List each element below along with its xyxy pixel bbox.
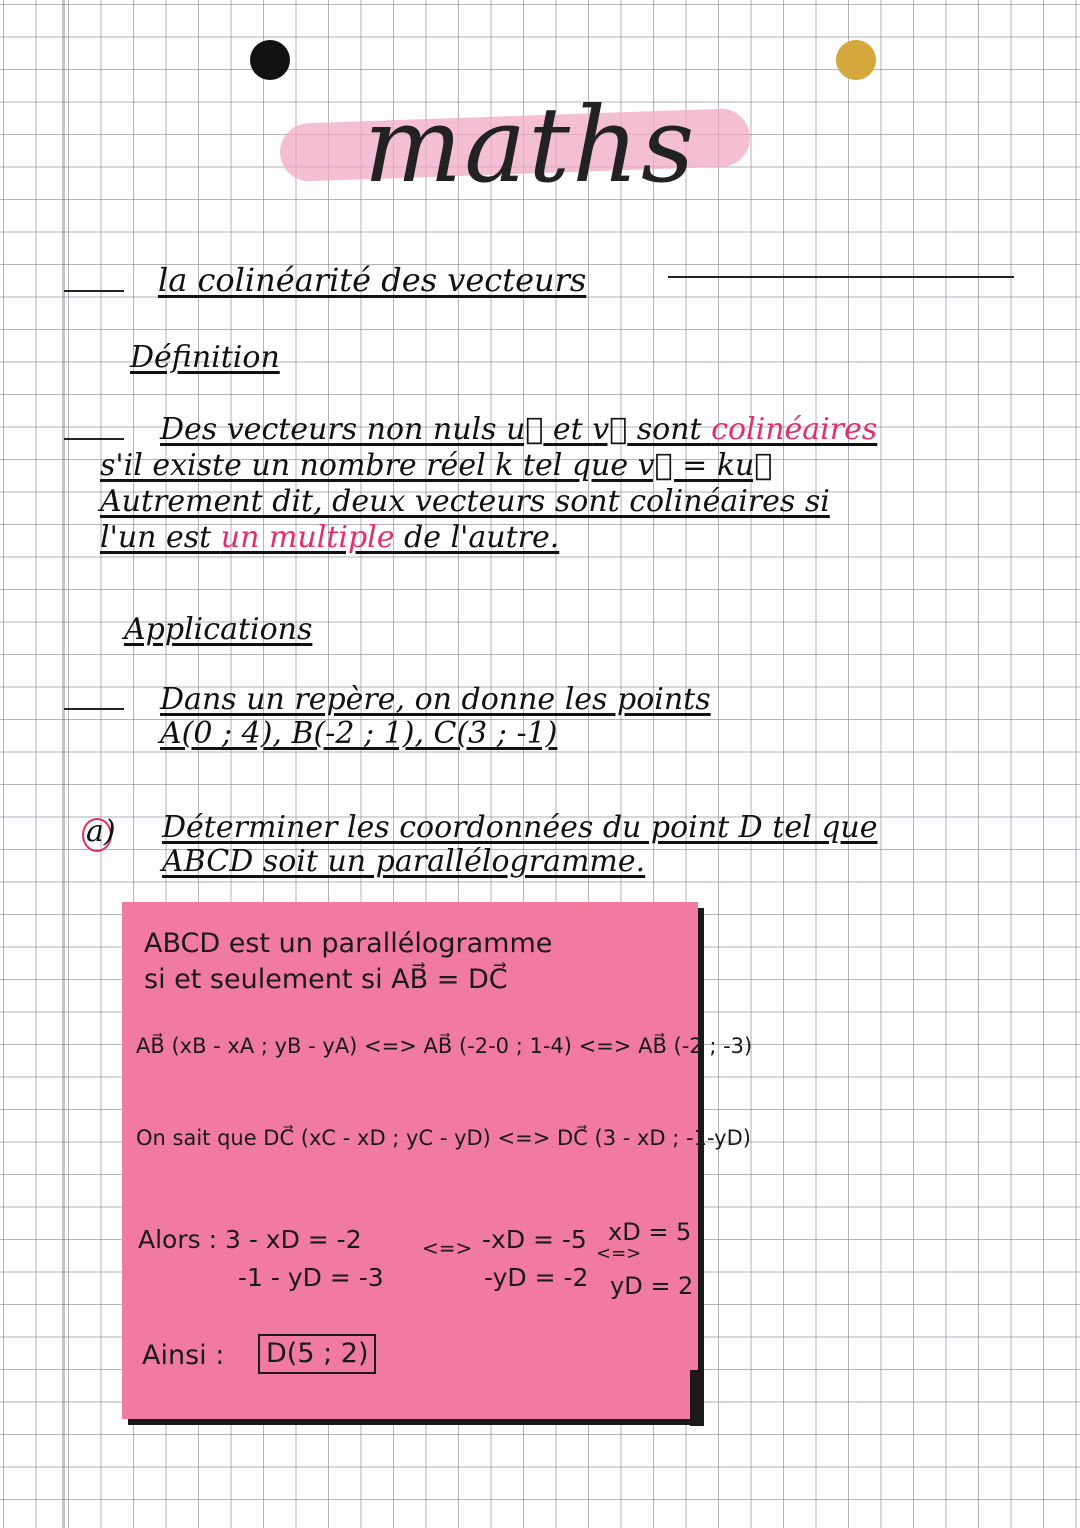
answer-line-4: On sait que DC⃗ (xC - xD ; yC - yD) <=> DC⃗ (3 - xD ; -1-yD) [136,1126,751,1150]
question-line-2: ABCD soit un parallélogramme. [162,844,646,879]
answer-note [122,902,753,1419]
answer-line-6e: yD = 2 [610,1272,694,1300]
definition-line-3: Autrement dit, deux vecteurs sont colinéaires si [100,484,830,519]
answer-line-3: AB⃗ (xB - xA ; yB - yA) <=> AB⃗ (-2-0 ; 1-4) <=> AB⃗ (-2 ; -3) [136,1034,753,1058]
definition-rule [64,438,124,440]
answer-line-6c: -yD = -2 [484,1263,589,1292]
title-block [260,80,800,230]
answer-equiv-1: <=> [422,1236,473,1260]
margin-line [62,0,65,1528]
answer-line-5c: -xD = -5 [482,1225,587,1254]
answer-line-2: si et seulement si AB⃗ = DC⃗ [144,964,508,995]
page-title: maths [363,84,697,206]
applications-line-1: Dans un repère, on donne les points [160,682,711,717]
definition-label: Définition [130,340,280,375]
definition-line-4: l'un est un multiple de l'autre. [100,520,560,555]
keyword-colineaires: colinéaires [711,412,878,447]
answer-line-1: ABCD est un parallélogramme [144,928,553,959]
definition-line-2: s'il existe un nombre réel k tel que v⃗ = ku⃗ [100,448,773,483]
answer-line-6a: -1 - yD = -3 [238,1263,384,1292]
answer-line-5e: xD = 5 [608,1218,692,1246]
punch-hole-right [836,40,876,80]
applications-rule [64,708,124,710]
answer-line-5a: Alors : 3 - xD = -2 [138,1225,362,1254]
answer-equiv-2: <=> [596,1243,642,1264]
definition-line-1: Des vecteurs non nuls u⃗ et v⃗ sont colinéaires [160,412,878,447]
heading-rule-left [64,290,124,292]
heading-rule-right [668,276,1014,278]
applications-label: Applications [124,612,313,647]
answer-conclusion-label: Ainsi : [142,1340,225,1371]
applications-points: A(0 ; 4), B(-2 ; 1), C(3 ; -1) [160,716,558,751]
note-shadow [690,1370,704,1426]
keyword-multiple: un multiple [220,520,395,555]
answer-result-box: D(5 ; 2) [258,1334,376,1374]
question-marker: a) [86,814,116,849]
question-line-1: Déterminer les coordonnées du point D tel que [162,810,878,845]
punch-hole-left [250,40,290,80]
section-heading: la colinéarité des vecteurs [158,261,587,299]
